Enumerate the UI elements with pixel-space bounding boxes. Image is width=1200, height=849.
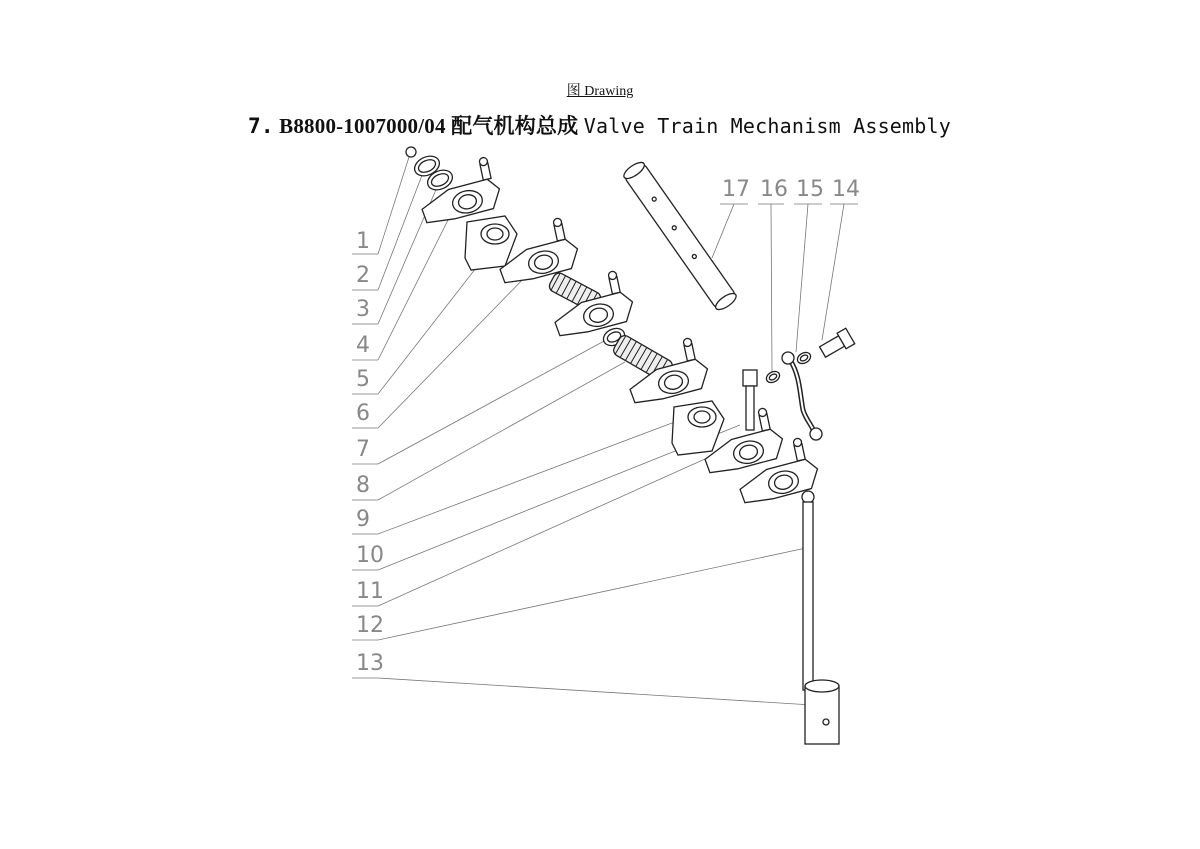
callout-label-15: 15 — [796, 177, 824, 202]
leader-line — [796, 204, 808, 352]
leader-line — [712, 204, 734, 258]
callout-label-3: 3 — [356, 297, 370, 322]
callout-label-4: 4 — [356, 333, 370, 358]
callout-label-10: 10 — [356, 543, 384, 568]
callout-label-11: 11 — [356, 579, 384, 604]
drawing-link[interactable]: 图 Drawing — [566, 84, 634, 99]
leader-line — [378, 170, 424, 290]
callout-labels — [356, 177, 860, 676]
title-english: Valve Train Mechanism Assembly — [583, 114, 952, 138]
leader-line — [378, 548, 806, 640]
leader-line — [378, 212, 452, 360]
leader-line — [378, 678, 812, 705]
callout-label-5: 5 — [356, 367, 370, 392]
callout-label-1: 1 — [356, 229, 370, 254]
leader-line — [378, 272, 530, 428]
leader-line — [378, 450, 725, 606]
part-bolt — [743, 370, 757, 430]
part-oil-pipe — [790, 360, 814, 432]
callout-label-9: 9 — [356, 507, 370, 532]
parts-illustration — [406, 147, 855, 744]
part-support-bracket — [672, 401, 724, 455]
leader-line — [378, 340, 606, 464]
callout-label-17: 17 — [722, 177, 750, 202]
leader-line — [378, 154, 410, 254]
callout-label-2: 2 — [356, 263, 370, 288]
callout-label-13: 13 — [356, 651, 384, 676]
leader-line — [378, 420, 680, 534]
leader-line — [771, 204, 772, 372]
callout-label-7: 7 — [356, 437, 370, 462]
callout-label-8: 8 — [356, 473, 370, 498]
leader-line — [378, 250, 490, 394]
part-tappet — [805, 680, 839, 744]
part-push-rod — [802, 491, 814, 690]
callout-label-12: 12 — [356, 613, 384, 638]
callout-label-6: 6 — [356, 401, 370, 426]
callout-label-16: 16 — [760, 177, 788, 202]
part-ball — [406, 147, 416, 157]
leader-lines — [352, 154, 858, 705]
title-code: B8800-1007000/04 配气机构总成 — [279, 114, 579, 138]
leader-line — [822, 204, 844, 340]
title-number: 7. — [248, 114, 274, 138]
callout-label-14: 14 — [832, 177, 860, 202]
leader-line — [378, 362, 625, 500]
